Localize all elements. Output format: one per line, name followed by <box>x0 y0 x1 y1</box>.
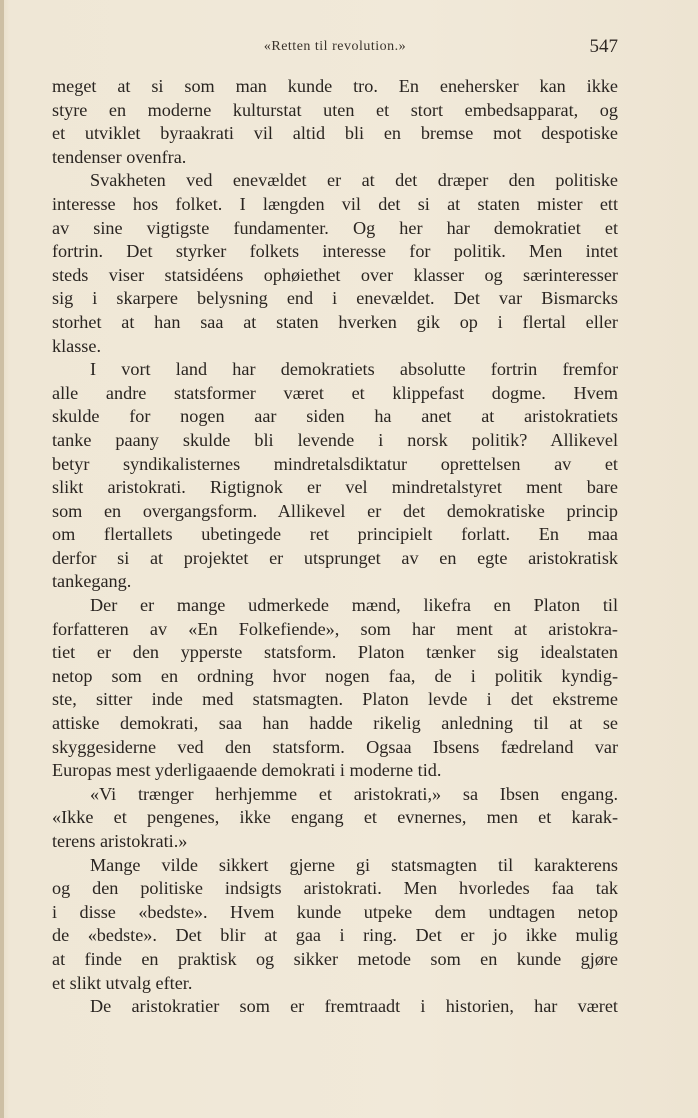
text-line: Der er mange udmerkede mænd, likefra en Platon til <box>90 595 618 616</box>
text-line: «Ikke et pengenes, ikke engang et evnernes, men et karak- <box>52 807 618 828</box>
text-line: derfor si at projektet er utsprunget av en egte aristokratisk <box>52 547 618 568</box>
text-line: klasse. <box>52 335 101 356</box>
text-line: betyr syndikalisternes mindretalsdiktatur oprettelsen av et <box>52 453 618 474</box>
text-line: tankegang. <box>52 571 132 592</box>
text-line: tiet er den ypperste statsform. Platon tænker sig idealstaten <box>52 642 618 663</box>
page-number: 547 <box>589 36 618 57</box>
text-line: ste, sitter inde med statsmagten. Platon levde i det ekstreme <box>52 689 618 710</box>
text-line: Svakheten ved enevældet er at det dræper den politiske <box>90 170 618 191</box>
text-line: netop som en ordning hvor nogen faa, de i politik kyndig- <box>52 665 618 686</box>
text-line: et slikt utvalg efter. <box>52 972 193 993</box>
page-header <box>52 36 618 60</box>
text-line: sig i skarpere belysning end i enevældet. Det var Bismarcks <box>52 288 618 309</box>
text-line: interesse hos folket. I længden vil det si at staten mister ett <box>52 193 618 214</box>
text-line: slikt aristokrati. Rigtignok er vel mindretalstyret ment bare <box>52 477 618 498</box>
text-line: «Vi trænger herhjemme et aristokrati,» sa Ibsen engang. <box>90 783 618 804</box>
text-line: som en overgangsform. Allikevel er det demokratiske princip <box>52 500 618 521</box>
text-line: av sine vigtigste fundamenter. Og her har demokratiet et <box>52 217 618 238</box>
text-line: tendenser ovenfra. <box>52 146 187 167</box>
text-line: Europas mest yderligaaende demokrati i moderne tid. <box>52 760 442 781</box>
text-line: De aristokratier som er fremtraadt i historien, har været <box>90 996 618 1017</box>
text-line: et utviklet byraakrati vil altid bli en bremse mot despotiske <box>52 123 618 144</box>
text-line: skulde for nogen aar siden ha anet at aristokratiets <box>52 406 618 427</box>
text-line: terens aristokrati.» <box>52 831 188 851</box>
text-line: alle andre statsformer været et klippefast dogme. Hvem <box>52 382 618 403</box>
body-text <box>52 75 618 1019</box>
text-line: fortrin. Det styrker folkets interesse for politik. Men intet <box>52 241 618 262</box>
text-line: de «bedste». Det blir at gaa i ring. Det er jo ikke mulig <box>52 925 618 946</box>
running-title: «Retten til revolution.» <box>263 39 407 54</box>
text-line: forfatteren av «En Folkefiende», som har ment at aristokra- <box>52 618 618 639</box>
text-line: om flertallets ubetingede ret principielt forlatt. En maa <box>52 524 618 545</box>
text-line: styre en moderne kulturstat uten et stort embedsapparat, og <box>52 99 618 120</box>
text-line: I vort land har demokratiets absolutte fortrin fremfor <box>90 359 618 380</box>
text-line: storhet at han saa at staten hverken gik op i flertal eller <box>52 311 618 332</box>
text-line: Mange vilde sikkert gjerne gi statsmagten til karakterens <box>90 854 618 875</box>
page-binding-edge <box>0 0 4 1118</box>
text-line: attiske demokrati, saa han hadde rikelig anledning til at se <box>52 713 618 734</box>
text-line: tanke paany skulde bli levende i norsk politik? Allikevel <box>52 429 618 450</box>
text-line: skyggesiderne ved den statsform. Ogsaa Ibsens fædreland var <box>52 736 618 757</box>
text-line: meget at si som man kunde tro. En enehersker kan ikke <box>52 76 618 96</box>
text-line: at finde en praktisk og sikker metode som en kunde gjøre <box>52 948 618 969</box>
text-line: og den politiske indsigts aristokrati. Men hvorledes faa tak <box>52 878 618 899</box>
text-line: i disse «bedste». Hvem kunde utpeke dem undtagen netop <box>52 901 618 922</box>
text-line: steds viser statsidéens ophøiethet over klasser og særinteresser <box>52 264 618 285</box>
